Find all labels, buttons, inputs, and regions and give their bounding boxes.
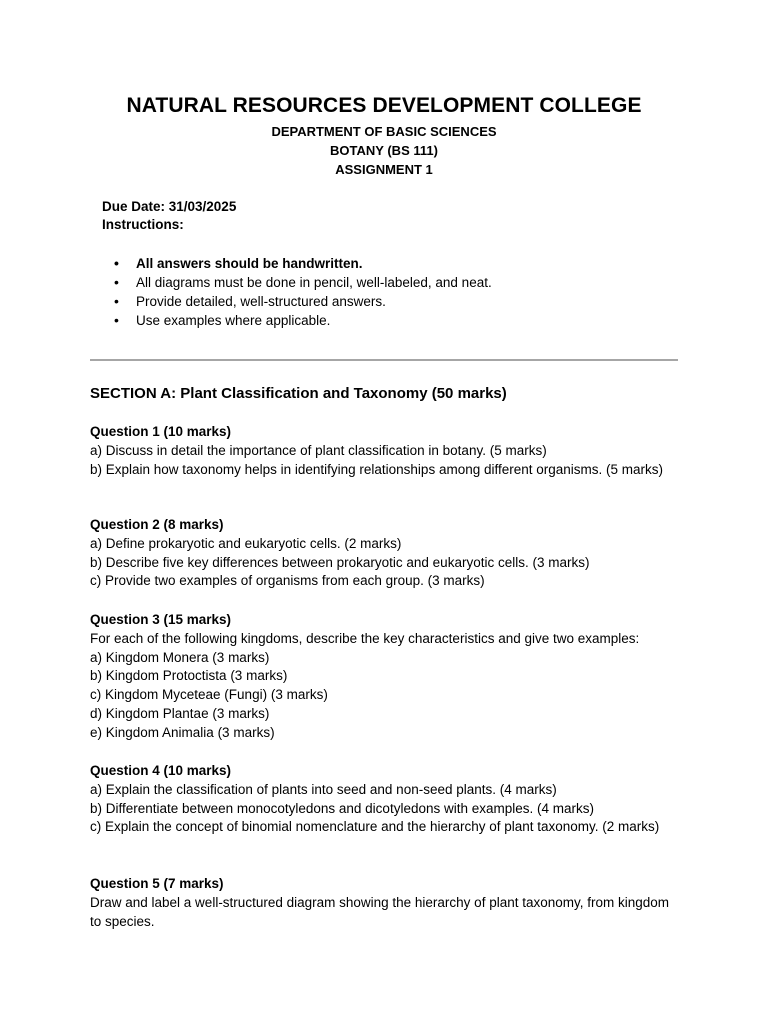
course-code: BOTANY (BS 111)	[330, 143, 438, 158]
assignment-title: ASSIGNMENT 1	[335, 162, 433, 177]
question-part: d) Kingdom Plantae (3 marks)	[90, 705, 270, 721]
question-heading: Question 1 (10 marks)	[90, 424, 232, 439]
question-block	[90, 611, 680, 743]
question-part: b) Differentiate between monocotyledons and dicotyledons with examples. (4 marks)	[90, 800, 595, 816]
question-part: b) Describe five key differences between prokaryotic and eukaryotic cells. (3 marks)	[90, 554, 590, 570]
question-part: b) Explain how taxonomy helps in identifying relationships among different organisms. (5 marks)	[90, 461, 664, 477]
section-title: SECTION A: Plant Classification and Taxonomy (50 marks)	[90, 385, 507, 402]
horizontal-divider	[90, 359, 678, 361]
question-part: c) Kingdom Myceteae (Fungi) (3 marks)	[90, 687, 328, 703]
question-block	[90, 423, 680, 479]
question-heading: Question 3 (15 marks)	[90, 612, 232, 627]
instructions-label: Instructions:	[102, 217, 184, 232]
question-block	[90, 762, 680, 837]
question-intro: For each of the following kingdoms, describe the key characteristics and give two examples:	[90, 630, 640, 646]
question-heading: Question 2 (8 marks)	[90, 517, 224, 532]
question-heading: Question 5 (7 marks)	[90, 876, 224, 891]
question-part: a) Discuss in detail the importance of plant classification in botany. (5 marks)	[90, 442, 547, 458]
question-part: Draw and label a well-structured diagram showing the hierarchy of plant taxonomy, from kingdom to species.	[90, 894, 670, 929]
instructions-list	[112, 254, 492, 330]
question-part: c) Provide two examples of organisms from each group. (3 marks)	[90, 573, 485, 589]
question-part: a) Define prokaryotic and eukaryotic cells. (2 marks)	[90, 535, 402, 551]
instruction-item: • All diagrams must be done in pencil, well-labeled, and neat.	[112, 273, 492, 292]
instruction-item: • All answers should be handwritten.	[112, 254, 492, 273]
question-part: a) Kingdom Monera (3 marks)	[90, 649, 270, 665]
instruction-item: • Provide detailed, well-structured answers.	[112, 292, 492, 311]
question-block	[90, 875, 680, 931]
question-heading: Question 4 (10 marks)	[90, 763, 232, 778]
college-title: NATURAL RESOURCES DEVELOPMENT COLLEGE	[126, 94, 642, 117]
instruction-item: • Use examples where applicable.	[112, 311, 492, 330]
question-part: e) Kingdom Animalia (3 marks)	[90, 724, 275, 740]
question-part: a) Explain the classification of plants into seed and non-seed plants. (4 marks)	[90, 781, 557, 797]
department-name: DEPARTMENT OF BASIC SCIENCES	[271, 124, 497, 139]
due-date: Due Date: 31/03/2025	[102, 199, 237, 214]
question-block	[90, 516, 680, 591]
question-part: c) Explain the concept of binomial nomenclature and the hierarchy of plant taxonomy. (2 marks)	[90, 819, 660, 835]
question-part: b) Kingdom Protoctista (3 marks)	[90, 668, 288, 684]
